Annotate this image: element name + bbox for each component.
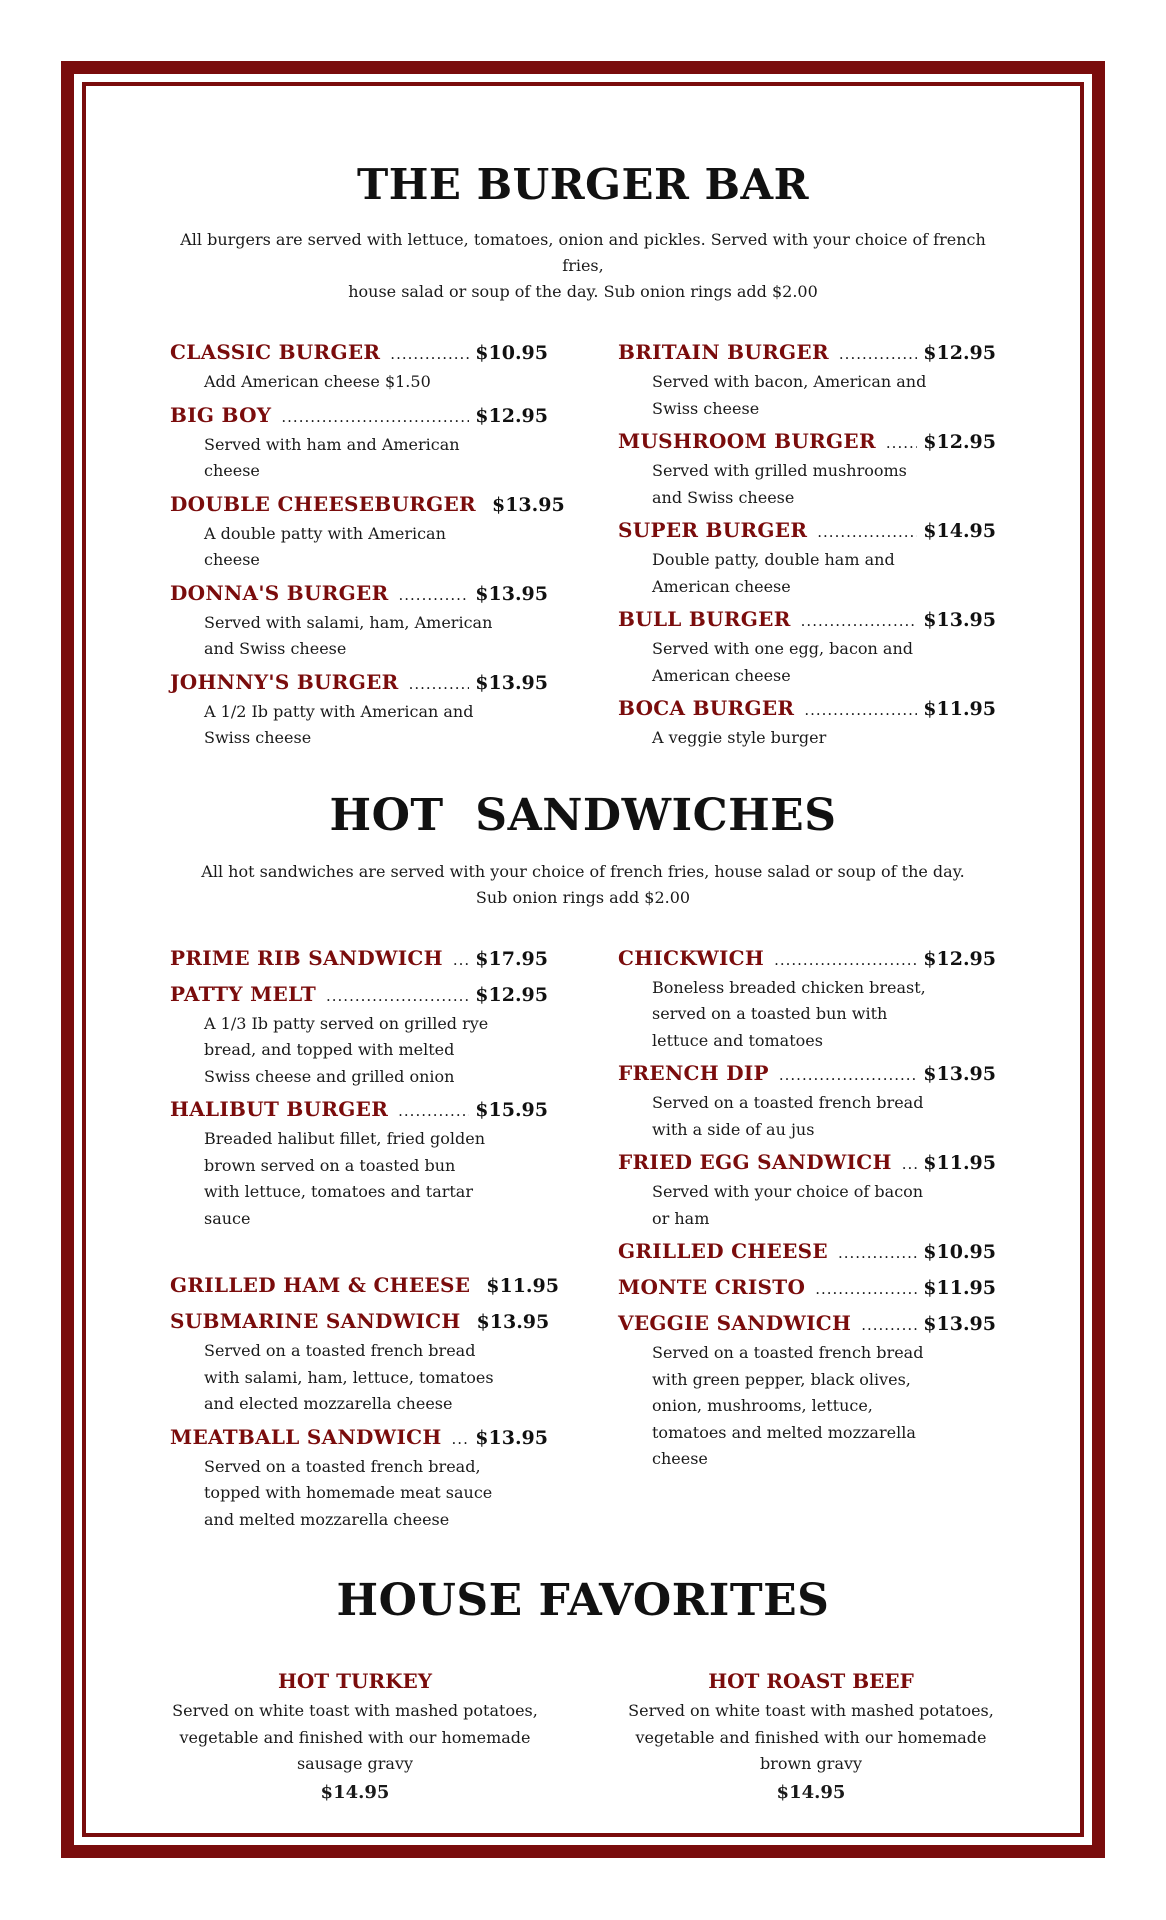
item-name: BULL BURGER [618,607,791,631]
item-description: Served on white toast with mashed potatoes, vegetable and finished with our homemade brown gravy [628,1701,994,1773]
leader-dots [409,669,470,699]
menu-item [618,515,996,600]
item-description: A veggie style burger [652,728,827,747]
item-description: Served on white toast with mashed potatoes, vegetable and finished with our homemade sausage gravy [172,1701,538,1773]
leader-dots [838,1238,917,1268]
item-name: DONNA'S BURGER [170,580,389,605]
burger-bar-section [170,160,996,756]
item-description: Served with salami, ham, American and Swiss cheese [204,612,493,658]
menu-item [170,578,548,663]
item-price: $13.95 [475,671,548,694]
leader-dots [861,1310,917,1340]
item-price: $11.95 [923,1277,996,1299]
menu-item [170,1094,548,1232]
item-description: A 1/2 Ib patty with American and Swiss cheese [204,701,474,747]
favorites-columns [170,1666,996,1803]
leader-dots [390,339,469,369]
hot-sandwiches-section [170,790,996,1538]
leader-dots [815,1274,917,1304]
item-name: HALIBUT BURGER [170,1097,389,1121]
leader-dots [774,945,917,975]
item-name: FRENCH DIP [618,1061,769,1085]
house-favorites-section [170,1575,996,1803]
menu-item [618,1147,996,1232]
item-name: PATTY MELT [170,981,316,1006]
menu-content [170,160,996,1803]
favorite-item [626,1666,996,1803]
menu-item [170,667,548,752]
leader-dots [801,606,918,636]
sandwich-columns [170,943,996,1538]
item-description: Served with your choice of bacon or ham [652,1182,924,1228]
item-price: $12.95 [923,431,996,453]
item-price: $13.95 [475,1426,548,1449]
house-favorites-title: HOUSE FAVORITES [336,1575,830,1626]
item-name: MEATBALL SANDWICH [170,1424,442,1449]
burger-bar-title: THE BURGER BAR [357,160,809,209]
item-name: GRILLED HAM & CHEESE [170,1273,471,1297]
menu-item [170,1306,548,1418]
item-name: HOT TURKEY [277,1669,432,1693]
item-price: $14.95 [923,520,996,542]
item-name: JOHNNY'S BURGER [170,669,399,694]
menu-item [170,979,548,1091]
item-price: $11.95 [923,1152,996,1174]
item-name: BRITAIN BURGER [618,340,829,364]
menu-item [618,1058,996,1143]
sandwich-column-right [618,943,996,1538]
item-price: $17.95 [475,947,548,970]
item-description: Served on a toasted french bread with a side of au jus [652,1093,924,1139]
menu-item [618,337,996,422]
leader-dots [281,402,469,432]
leader-dots [839,339,917,369]
item-name: PRIME RIB SANDWICH [170,945,443,970]
item-description: Served with bacon, American and Swiss cheese [652,372,927,418]
item-price: $14.95 [320,1781,390,1803]
leader-dots [453,945,469,975]
leader-dots [804,695,917,725]
menu-item [170,400,548,485]
item-price: $11.95 [486,1275,559,1297]
menu-item [618,1236,996,1268]
item-price: $13.95 [476,1311,550,1333]
item-description: Served with ham and American cheese [204,434,460,480]
item-name: VEGGIE SANDWICH [618,1311,852,1335]
item-name: SUPER BURGER [618,518,808,542]
menu-item [618,693,996,752]
leader-dots [326,981,469,1011]
item-description: Double patty, double ham and American cheese [652,550,895,596]
menu-item [618,1308,996,1473]
item-description: Breaded halibut fillet, fried golden brown served on a toasted bun with lettuce, tomatoes and tartar sauce [204,1129,486,1228]
hot-sandwiches-title: HOT SANDWICHES [329,789,837,841]
item-price: $12.95 [475,404,548,427]
item-price: $11.95 [923,698,996,720]
leader-dots [399,580,470,610]
item-price: $13.95 [923,1313,996,1335]
item-description: Served on a toasted french bread, topped with homemade meat sauce and melted mozzarella cheese [204,1456,493,1529]
item-price: $12.95 [923,947,996,970]
item-description: Served with one egg, bacon and American cheese [652,639,914,685]
item-price: $13.95 [923,1063,996,1085]
burger-columns [170,337,996,756]
item-name: GRILLED CHEESE [618,1239,828,1263]
leader-dots [817,517,917,547]
menu-item [618,604,996,689]
burger-bar-intro: All burgers are served with lettuce, tomatoes, onion and pickles. Served with your choice of french fries, house salad or soup of the day. Sub onion rings add $2.00 [180,230,986,301]
item-price: $12.95 [475,983,548,1006]
leader-dots [398,1096,469,1126]
item-name: CHICKWICH [618,945,765,970]
item-description: Served on a toasted french bread with green pepper, black olives, onion, mushrooms, lettuce, tomatoes and melted mozzarella cheese [652,1343,924,1468]
menu-item [170,1270,559,1302]
item-description: A double patty with American cheese [204,523,446,569]
menu-item [170,1422,548,1534]
menu-item [618,943,996,1055]
leader-dots [886,428,917,458]
item-name: SUBMARINE SANDWICH [170,1309,461,1333]
sandwich-column-left [170,943,559,1538]
item-price: $13.95 [475,582,548,605]
item-name: DOUBLE CHEESEBURGER [170,491,476,516]
menu-item [170,489,565,574]
item-name: MONTE CRISTO [618,1275,806,1299]
leader-dots [779,1060,917,1090]
item-price: $15.95 [475,1099,548,1121]
favorite-item [170,1666,540,1803]
menu-item [618,1272,996,1304]
hot-sandwiches-intro: All hot sandwiches are served with your choice of french fries, house salad or soup of the day. Sub onion rings add $2.00 [201,861,965,907]
item-price: $14.95 [776,1781,846,1803]
burger-column-left [170,337,565,756]
menu-item [170,943,548,975]
menu-item [170,337,548,396]
item-price: $12.95 [923,342,996,364]
item-price: $13.95 [923,609,996,631]
item-name: MUSHROOM BURGER [618,429,876,453]
item-description: Boneless breaded chicken breast, served on a toasted bun with lettuce and tomatoes [652,977,926,1050]
item-description: A 1/3 Ib patty served on grilled rye bread, and topped with melted Swiss cheese and grilled onion [204,1013,489,1086]
item-name: FRIED EGG SANDWICH [618,1150,892,1174]
item-description: Add American cheese $1.50 [204,372,431,391]
item-name: HOT ROAST BEEF [708,1669,914,1693]
burger-column-right [618,337,996,756]
item-description: Served on a toasted french bread with salami, ham, lettuce, tomatoes and elected mozzarella cheese [204,1341,494,1413]
leader-dots [902,1149,918,1179]
leader-dots [452,1424,470,1454]
item-name: BOCA BURGER [618,696,795,720]
item-description: Served with grilled mushrooms and Swiss cheese [652,461,907,507]
item-price: $13.95 [491,493,565,516]
menu-item [618,426,996,511]
item-name: BIG BOY [170,402,272,427]
item-price: $10.95 [923,1241,996,1263]
item-price: $10.95 [475,342,548,364]
item-name: CLASSIC BURGER [170,340,381,364]
